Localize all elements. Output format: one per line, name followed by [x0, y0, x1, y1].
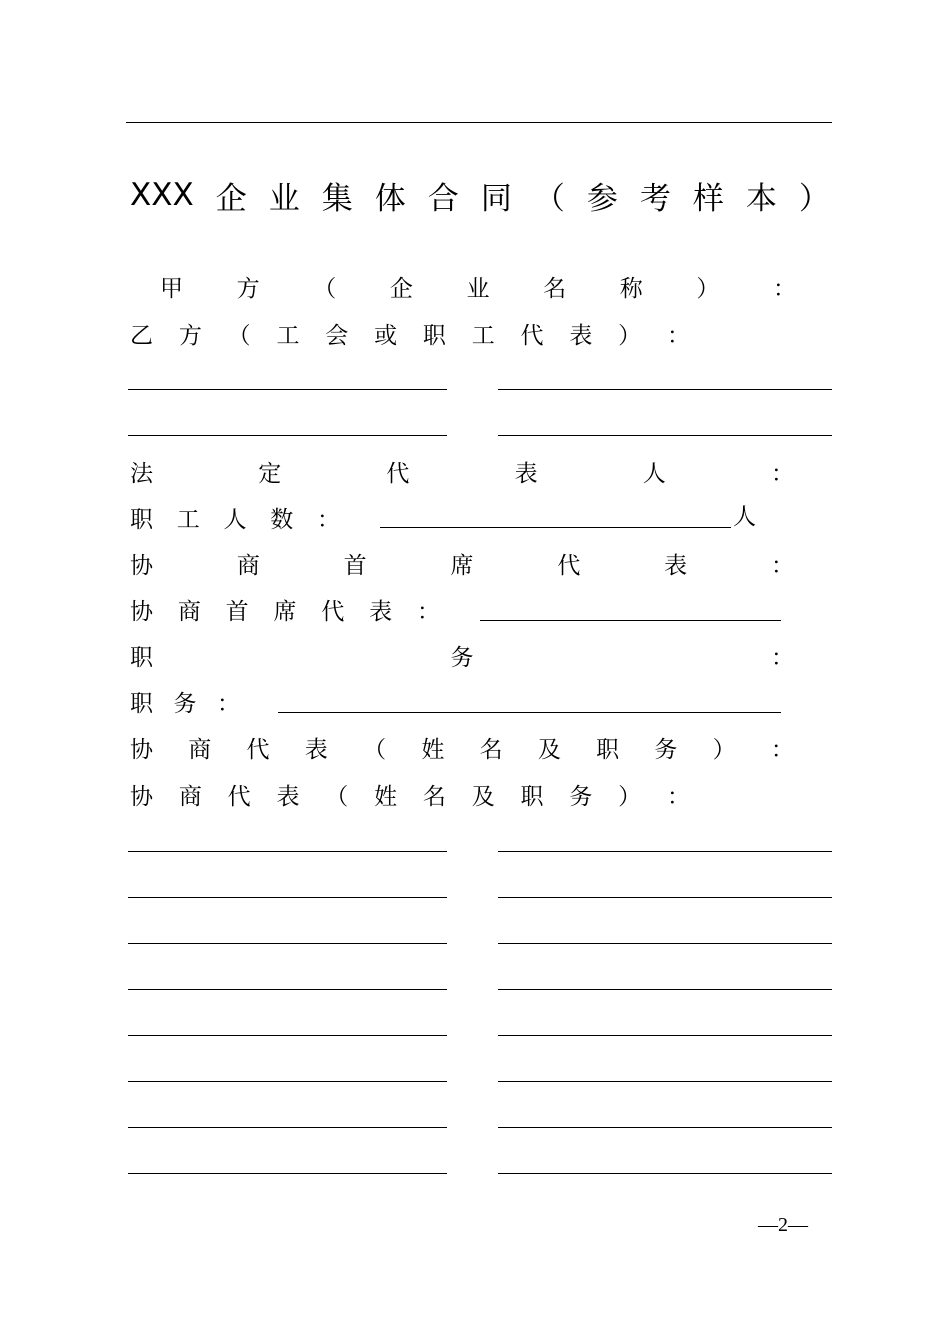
char: （ [325, 783, 349, 810]
char: 职 [596, 736, 620, 763]
char: 人 [223, 506, 247, 533]
char: 会 [325, 322, 349, 349]
char: XXX [130, 177, 194, 213]
char: ： [666, 322, 690, 349]
party-a-blank-2[interactable] [128, 435, 447, 436]
char: 及 [537, 736, 561, 763]
char: 称 [619, 275, 643, 302]
party-b-rep-blank[interactable] [498, 851, 832, 852]
party-b-rep-blank[interactable] [498, 1035, 832, 1036]
char: 方 [236, 275, 260, 302]
char: 或 [374, 322, 398, 349]
char: 姓 [374, 783, 398, 810]
party-a-rep-blank[interactable] [128, 1173, 447, 1174]
char: 表 [369, 598, 393, 625]
reps-a-label [130, 731, 794, 763]
party-b-label [130, 317, 690, 349]
party-a-rep-blank[interactable] [128, 897, 447, 898]
char: ） [696, 275, 720, 302]
char: 合 [427, 180, 459, 217]
char: 名 [479, 736, 503, 763]
char: 职 [520, 783, 544, 810]
employee-count-blank[interactable] [380, 527, 731, 528]
char: 人 [642, 460, 666, 487]
char: ： [217, 690, 240, 717]
position-a-label [130, 639, 794, 671]
party-b-rep-blank[interactable] [498, 897, 832, 898]
char: 方 [178, 322, 202, 349]
char: ： [770, 736, 794, 763]
char: 数 [270, 506, 294, 533]
char: 同 [480, 180, 512, 217]
party-b-blank-2[interactable] [498, 435, 832, 436]
party-b-rep-blank[interactable] [498, 1173, 832, 1174]
char: 集 [321, 180, 353, 217]
party-a-rep-blank[interactable] [128, 989, 447, 990]
char: 工 [471, 322, 495, 349]
char: 乙 [130, 322, 153, 349]
char: ： [317, 506, 340, 533]
char: 业 [268, 180, 300, 217]
char: （ [227, 322, 251, 349]
employee-count-label [130, 501, 340, 533]
char: 业 [466, 275, 490, 302]
char: 代 [246, 736, 270, 763]
party-b-rep-blank[interactable] [498, 1127, 832, 1128]
char: 务 [450, 644, 474, 671]
char: 本 [745, 180, 777, 217]
char: 首 [343, 552, 367, 579]
char: 甲 [160, 275, 183, 302]
char: （ [313, 275, 337, 302]
char: 职 [422, 322, 446, 349]
char: 协 [130, 598, 153, 625]
char: ： [771, 644, 794, 671]
char: 务 [654, 736, 678, 763]
char: ： [416, 598, 440, 625]
char: 定 [258, 460, 282, 487]
char: 表 [276, 783, 300, 810]
char: 席 [273, 598, 297, 625]
header-rule [126, 122, 832, 123]
chief-rep-blank[interactable] [480, 620, 781, 621]
char: 首 [225, 598, 249, 625]
party-b-rep-blank[interactable] [498, 943, 832, 944]
char: 代 [557, 552, 581, 579]
party-a-label [160, 270, 796, 302]
char: 体 [374, 180, 406, 217]
position-b-label [130, 685, 240, 717]
char: 代 [520, 322, 544, 349]
char: 名 [543, 275, 567, 302]
char: 务 [173, 690, 197, 717]
char: 代 [227, 783, 251, 810]
chief-rep-a-label [130, 547, 794, 579]
position-blank[interactable] [278, 712, 781, 713]
page-number: —2— [758, 1214, 808, 1236]
char: 商 [177, 598, 201, 625]
legal-rep-label [130, 455, 794, 487]
char: 代 [321, 598, 345, 625]
char: ： [770, 552, 794, 579]
char: ： [773, 275, 796, 302]
char: 及 [471, 783, 495, 810]
char: 工 [276, 322, 300, 349]
char: 企 [215, 180, 247, 217]
char: 协 [130, 783, 153, 810]
char: ） [618, 783, 642, 810]
party-a-rep-blank[interactable] [128, 1081, 447, 1082]
char: 参 [586, 180, 618, 217]
chief-rep-b-label [130, 593, 440, 625]
char: 工 [176, 506, 200, 533]
char: 表 [569, 322, 593, 349]
char: 协 [130, 552, 153, 579]
char: 姓 [421, 736, 445, 763]
party-b-rep-blank[interactable] [498, 1081, 832, 1082]
char: ） [798, 180, 830, 217]
char: （ [363, 736, 387, 763]
char: 企 [389, 275, 413, 302]
party-a-rep-blank[interactable] [128, 943, 447, 944]
char: ） [712, 736, 736, 763]
char: 务 [569, 783, 593, 810]
char: 表 [304, 736, 328, 763]
char: ： [666, 783, 690, 810]
party-a-rep-blank[interactable] [128, 851, 447, 852]
char: 表 [514, 460, 538, 487]
char: 商 [236, 552, 260, 579]
char: 商 [178, 783, 202, 810]
char: 样 [692, 180, 724, 217]
char: 表 [664, 552, 688, 579]
char: 名 [422, 783, 446, 810]
party-a-blank-1[interactable] [128, 389, 447, 390]
char: 商 [188, 736, 212, 763]
char: 职 [130, 644, 153, 671]
document-title [130, 170, 830, 220]
char: 职 [130, 506, 153, 533]
char: 席 [450, 552, 474, 579]
char: 法 [130, 460, 153, 487]
reps-b-label [130, 778, 690, 810]
char: ： [770, 460, 794, 487]
char: ） [618, 322, 642, 349]
char: 代 [386, 460, 410, 487]
party-b-rep-blank[interactable] [498, 989, 832, 990]
employee-unit: 人 [733, 504, 756, 530]
char: 考 [639, 180, 671, 217]
char: 职 [130, 690, 153, 717]
party-a-rep-blank[interactable] [128, 1127, 447, 1128]
char: （ [533, 180, 565, 217]
party-a-rep-blank[interactable] [128, 1035, 447, 1036]
char: 协 [130, 736, 153, 763]
party-b-blank-1[interactable] [498, 389, 832, 390]
